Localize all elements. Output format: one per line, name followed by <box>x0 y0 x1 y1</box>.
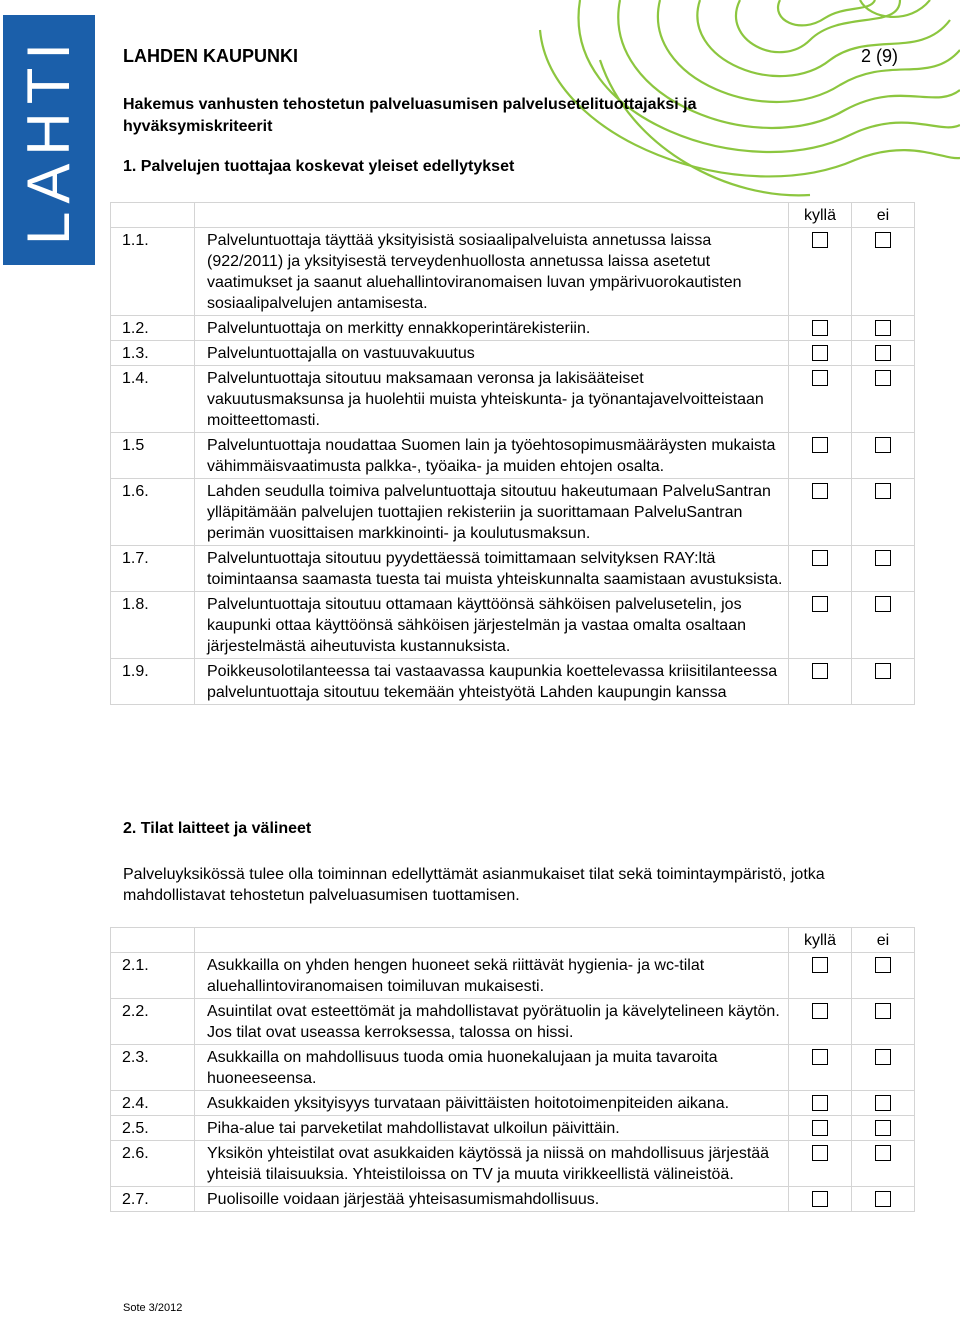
item-text: Puolisoille voidaan järjestää yhteisasumismahdollisuus. <box>195 1187 789 1212</box>
yes-checkbox[interactable] <box>812 1003 828 1019</box>
item-number: 2.7. <box>111 1187 195 1212</box>
item-number: 1.2. <box>111 316 195 341</box>
yes-checkbox[interactable] <box>812 320 828 336</box>
no-checkbox[interactable] <box>875 1095 891 1111</box>
logo-text: LAHTI <box>15 34 82 246</box>
no-checkbox[interactable] <box>875 1049 891 1065</box>
header-cell <box>195 203 789 228</box>
item-number: 2.5. <box>111 1116 195 1141</box>
no-checkbox[interactable] <box>875 437 891 453</box>
criteria-row <box>111 1141 915 1187</box>
criteria-row <box>111 999 915 1045</box>
table-header-row <box>111 203 915 228</box>
item-text: Palveluntuottaja noudattaa Suomen lain ja työehtosopimusmääräysten mukaista vähimmäisvaatimusta palkka-, työaika- ja muiden ehtojen osalta. <box>195 433 789 479</box>
item-text: Asuintilat ovat esteettömät ja mahdollistavat pyörätuolin ja kävelytelineen käytön. Jos tilat ovat useassa kerroksessa, talossa on hissi. <box>195 999 789 1045</box>
item-number: 2.2. <box>111 999 195 1045</box>
header-cell <box>111 928 195 953</box>
item-text: Poikkeusolotilanteessa tai vastaavassa kaupunkia koettelevassa kriisitilanteessa palveluntuottaja sitoutuu tekemään yhteistyötä Lahden kaupungin kanssa <box>195 659 789 705</box>
no-checkbox[interactable] <box>875 596 891 612</box>
criteria-row <box>111 479 915 546</box>
no-checkbox[interactable] <box>875 320 891 336</box>
column-yes-label: kyllä <box>789 203 852 228</box>
no-checkbox[interactable] <box>875 663 891 679</box>
item-number: 2.4. <box>111 1091 195 1116</box>
criteria-row <box>111 228 915 316</box>
no-checkbox[interactable] <box>875 232 891 248</box>
item-number: 2.6. <box>111 1141 195 1187</box>
criteria-row <box>111 1091 915 1116</box>
item-text: Asukkaiden yksityisyys turvataan päivittäisten hoitotoimenpiteiden aikana. <box>195 1091 789 1116</box>
section-1-heading: 1. Palvelujen tuottajaa koskevat yleiset edellytykset <box>123 158 515 175</box>
section-2-intro: Palveluyksikössä tulee olla toiminnan edellyttämät asianmukaiset tilat sekä toimintaympäristö, jotka mahdollistavat tehostetun palveluasumisen tuottamisen. <box>123 866 825 904</box>
item-text: Yksikön yhteistilat ovat asukkaiden käytössä ja niissä on mahdollisuus järjestää yhteisiä tilaisuuksia. Yhteistiloissa on TV ja muuta virikkeellistä välineistöä. <box>195 1141 789 1187</box>
item-number: 1.5 <box>111 433 195 479</box>
header-cell <box>111 203 195 228</box>
yes-checkbox[interactable] <box>812 232 828 248</box>
yes-checkbox[interactable] <box>812 1120 828 1136</box>
lahti-logo <box>3 15 95 265</box>
item-text: Palveluntuottaja sitoutuu ottamaan käyttöönsä sähköisen palvelusetelin, jos kaupunki ottaa käyttöönsä sähköisen järjestelmän ja vastaa omalta osaltaan järjestelmästä aiheutuvista kustannuksista. <box>195 592 789 659</box>
yes-checkbox[interactable] <box>812 957 828 973</box>
criteria-row <box>111 316 915 341</box>
item-text: Palveluntuottaja on merkitty ennakkoperintärekisteriin. <box>195 316 789 341</box>
section-2-table <box>110 927 915 1212</box>
item-number: 1.3. <box>111 341 195 366</box>
item-text: Piha-alue tai parveketilat mahdollistavat ulkoilun päivittäin. <box>195 1116 789 1141</box>
no-checkbox[interactable] <box>875 1120 891 1136</box>
item-text: Palveluntuottajalla on vastuuvakuutus <box>195 341 789 366</box>
item-text: Asukkailla on mahdollisuus tuoda omia huonekalujaan ja muita tavaroita huoneeseensa. <box>195 1045 789 1091</box>
table-header-row <box>111 928 915 953</box>
item-text: Palveluntuottaja sitoutuu pyydettäessä toimittamaan selvityksen RAY:ltä toimintaansa saamasta tuesta tai muista yhteiskunnalta saamistaan avustuksista. <box>195 546 789 592</box>
yes-checkbox[interactable] <box>812 596 828 612</box>
column-no-label: ei <box>852 203 915 228</box>
yes-checkbox[interactable] <box>812 1191 828 1207</box>
criteria-row <box>111 953 915 999</box>
no-checkbox[interactable] <box>875 550 891 566</box>
document-title: Hakemus vanhusten tehostetun palveluasumisen palvelusetelituottajaksi ja hyväksymiskriteerit <box>123 96 697 135</box>
item-number: 2.3. <box>111 1045 195 1091</box>
item-number: 1.8. <box>111 592 195 659</box>
section-1-table <box>110 202 915 705</box>
column-no-label: ei <box>852 928 915 953</box>
item-text: Palveluntuottaja täyttää yksityisistä sosiaalipalveluista annetussa laissa (922/2011) ja yksityisestä terveydenhuollosta annetussa laissa asetetut vaatimukset ja saanut aluehallintoviranomaisen luvan ympärivuorokautisten sosiaalipalvelujen antamisesta. <box>195 228 789 316</box>
no-checkbox[interactable] <box>875 957 891 973</box>
organization-name: LAHDEN KAUPUNKI <box>123 46 298 66</box>
section-2-heading: 2. Tilat laitteet ja välineet <box>123 820 312 837</box>
yes-checkbox[interactable] <box>812 437 828 453</box>
criteria-row <box>111 341 915 366</box>
no-checkbox[interactable] <box>875 1003 891 1019</box>
criteria-row <box>111 659 915 705</box>
no-checkbox[interactable] <box>875 370 891 386</box>
yes-checkbox[interactable] <box>812 370 828 386</box>
item-text: Asukkailla on yhden hengen huoneet sekä riittävät hygienia- ja wc-tilat aluehallintoviranomaisen toimiluvan mukaisesti. <box>195 953 789 999</box>
column-yes-label: kyllä <box>789 928 852 953</box>
item-text: Lahden seudulla toimiva palveluntuottaja sitoutuu hakeutumaan PalveluSantran ylläpitämään palvelujen tuottajien rekisteriin ja suorittamaan PalveluSantran perimän vuosittaisen markkinointi- ja koulutusmaksun. <box>195 479 789 546</box>
criteria-row <box>111 366 915 433</box>
footer-code: Sote 3/2012 <box>123 1302 183 1314</box>
yes-checkbox[interactable] <box>812 1145 828 1161</box>
item-number: 1.9. <box>111 659 195 705</box>
criteria-row <box>111 1187 915 1212</box>
item-number: 1.1. <box>111 228 195 316</box>
yes-checkbox[interactable] <box>812 345 828 361</box>
criteria-row <box>111 1045 915 1091</box>
item-number: 2.1. <box>111 953 195 999</box>
item-number: 1.7. <box>111 546 195 592</box>
criteria-row <box>111 592 915 659</box>
yes-checkbox[interactable] <box>812 1049 828 1065</box>
no-checkbox[interactable] <box>875 1145 891 1161</box>
yes-checkbox[interactable] <box>812 550 828 566</box>
header-cell <box>195 928 789 953</box>
no-checkbox[interactable] <box>875 483 891 499</box>
criteria-row <box>111 1116 915 1141</box>
page-number: 2 (9) <box>861 46 899 66</box>
criteria-row <box>111 433 915 479</box>
item-number: 1.4. <box>111 366 195 433</box>
item-text: Palveluntuottaja sitoutuu maksamaan veronsa ja lakisääteiset vakuutusmaksunsa ja huolehtii muista yhteiskunta- ja työnantajavelvoitteistaan moitteettomasti. <box>195 366 789 433</box>
yes-checkbox[interactable] <box>812 1095 828 1111</box>
yes-checkbox[interactable] <box>812 663 828 679</box>
no-checkbox[interactable] <box>875 345 891 361</box>
item-number: 1.6. <box>111 479 195 546</box>
no-checkbox[interactable] <box>875 1191 891 1207</box>
criteria-row <box>111 546 915 592</box>
yes-checkbox[interactable] <box>812 483 828 499</box>
